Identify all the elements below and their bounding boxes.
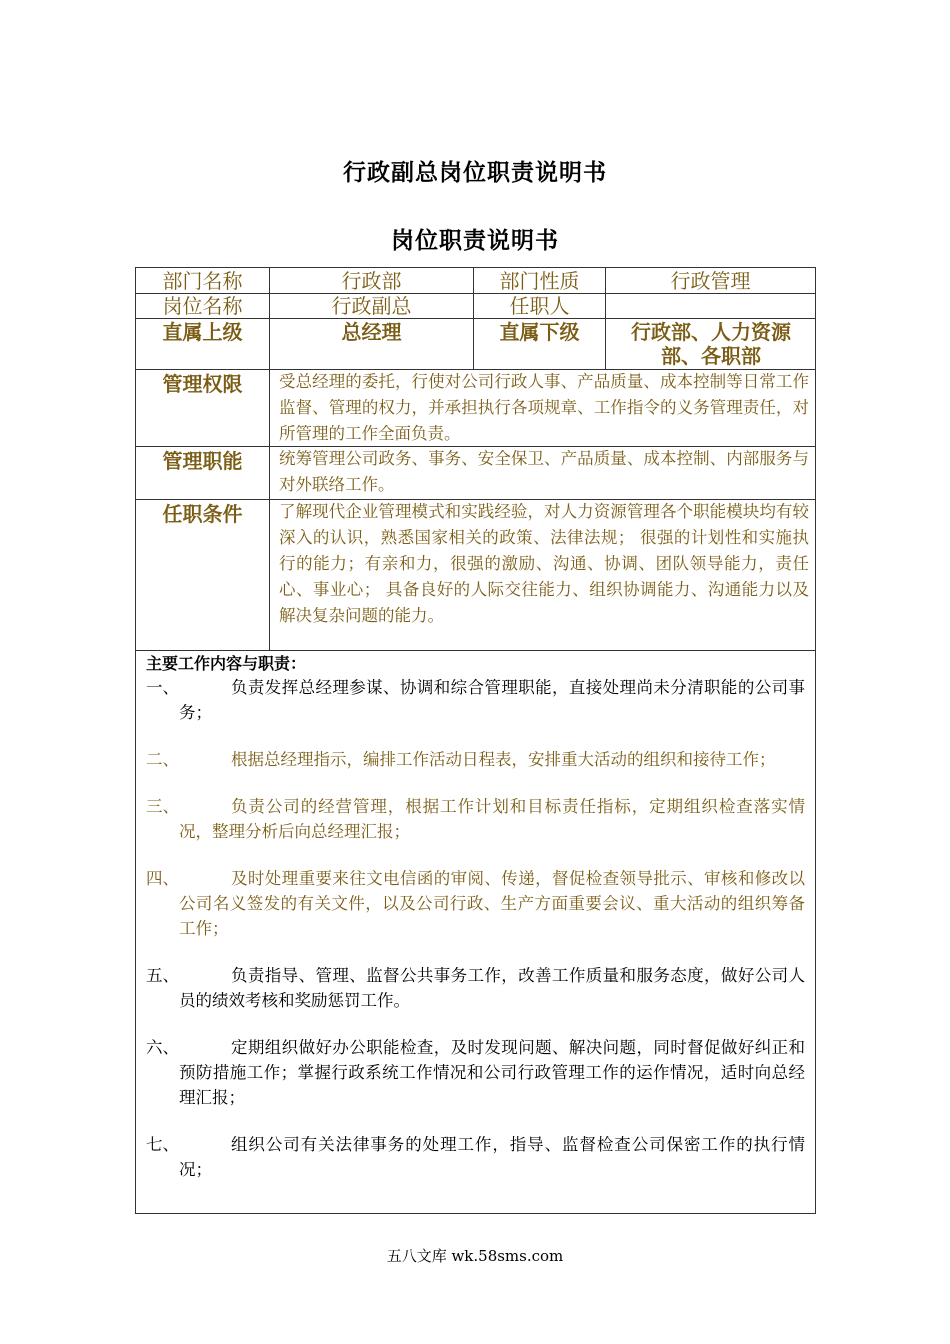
duty-text: 组织公司有关法律事务的处理工作，指导、监督检查公司保密工作的执行情况； [179,1135,805,1179]
duty-text: 负责公司的经营管理，根据工作计划和目标责任指标，定期组织检查落实情况，整理分析后向总经理汇报； [179,797,805,841]
footer-watermark-text: 五八文库 wk.58sms.com [386,1247,564,1265]
authority-text: 受总经理的委托，行使对公司行政人事、产品质量、成本控制等日常工作监督、管理的权力，并承担执行各项规章、工作指令的义务管理责任，对所管理的工作全面负责。 [279,372,809,443]
duty-text: 负责发挥总经理参谋、协调和综合管理职能，直接处理尚未分清职能的公司事务； [179,678,805,722]
superior-label: 直属上级 [162,320,243,344]
duty-number: 二、 [146,750,179,769]
duty-number: 五、 [146,966,179,985]
duty-text: 及时处理重要来往文电信函的审阅、传递，督促检查领导批示、审核和修改以公司名义签发的有关文件，以及公司行政、生产方面重要会议、重大活动的组织筹备工作； [179,869,805,938]
job-description-table [135,267,816,1214]
document-subtitle: 岗位职责说明书 [391,228,559,254]
duty-text: 根据总经理指示，编排工作活动日程表，安排重大活动的组织和接待工作； [231,750,776,769]
qualification-text: 了解现代企业管理模式和实践经验，对人力资源管理各个职能模块均有较深入的认识，熟悉国家相关的政策、法律法规； 很强的计划性和实施执行的能力；有亲和力，很强的激励、沟通、协调、团队领导能力，责任心、事业心； 具备良好的人际交往能力、组织协调能力、沟通能力以及解决复杂问题的能力。 [279,502,809,625]
duty-number: 一、 [146,678,179,697]
holder-value [606,294,815,318]
duty-item [146,1132,805,1182]
dept-nature-value: 行政管理 [670,269,751,293]
function-label: 管理职能 [162,449,243,473]
dept-name-value: 行政部 [341,269,402,293]
superior-value: 总经理 [341,320,402,344]
function-text: 统筹管理公司政务、事务、安全保卫、产品质量、成本控制、内部服务与对外联络工作。 [279,449,809,494]
duty-number: 三、 [146,797,179,816]
duty-number: 七、 [146,1135,179,1154]
duty-number: 四、 [146,869,179,888]
row-divider [136,318,815,319]
duties-section [136,651,815,1204]
dept-name-label: 部门名称 [162,269,243,293]
qualification-label: 任职条件 [162,502,243,526]
duty-item [146,747,805,772]
post-name-label: 岗位名称 [162,294,243,318]
document-title: 行政副总岗位职责说明书 [343,160,607,186]
authority-label: 管理权限 [162,372,243,396]
duty-item [146,675,805,725]
duty-item [146,794,805,844]
duty-item [146,1035,805,1110]
duty-item [146,963,805,1013]
duty-item [146,866,805,941]
duty-number: 六、 [146,1038,179,1057]
holder-label: 任职人 [509,294,570,318]
post-name-value: 行政副总 [331,294,412,318]
duties-title: 主要工作内容与职责： [146,654,307,673]
subordinate-label: 直属下级 [499,320,580,344]
dept-nature-label: 部门性质 [499,269,580,293]
duty-text: 负责指导、管理、监督公共事务工作，改善工作质量和服务态度，做好公司人员的绩效考核和奖励惩罚工作。 [179,966,805,1010]
subordinate-value: 行政部、人力资源部、各职部 [631,320,791,368]
duty-text: 定期组织做好办公职能检查，及时发现问题、解决问题，同时督促做好纠正和预防措施工作；掌握行政系统工作情况和公司行政管理工作的运作情况，适时向总经理汇报； [179,1038,805,1107]
